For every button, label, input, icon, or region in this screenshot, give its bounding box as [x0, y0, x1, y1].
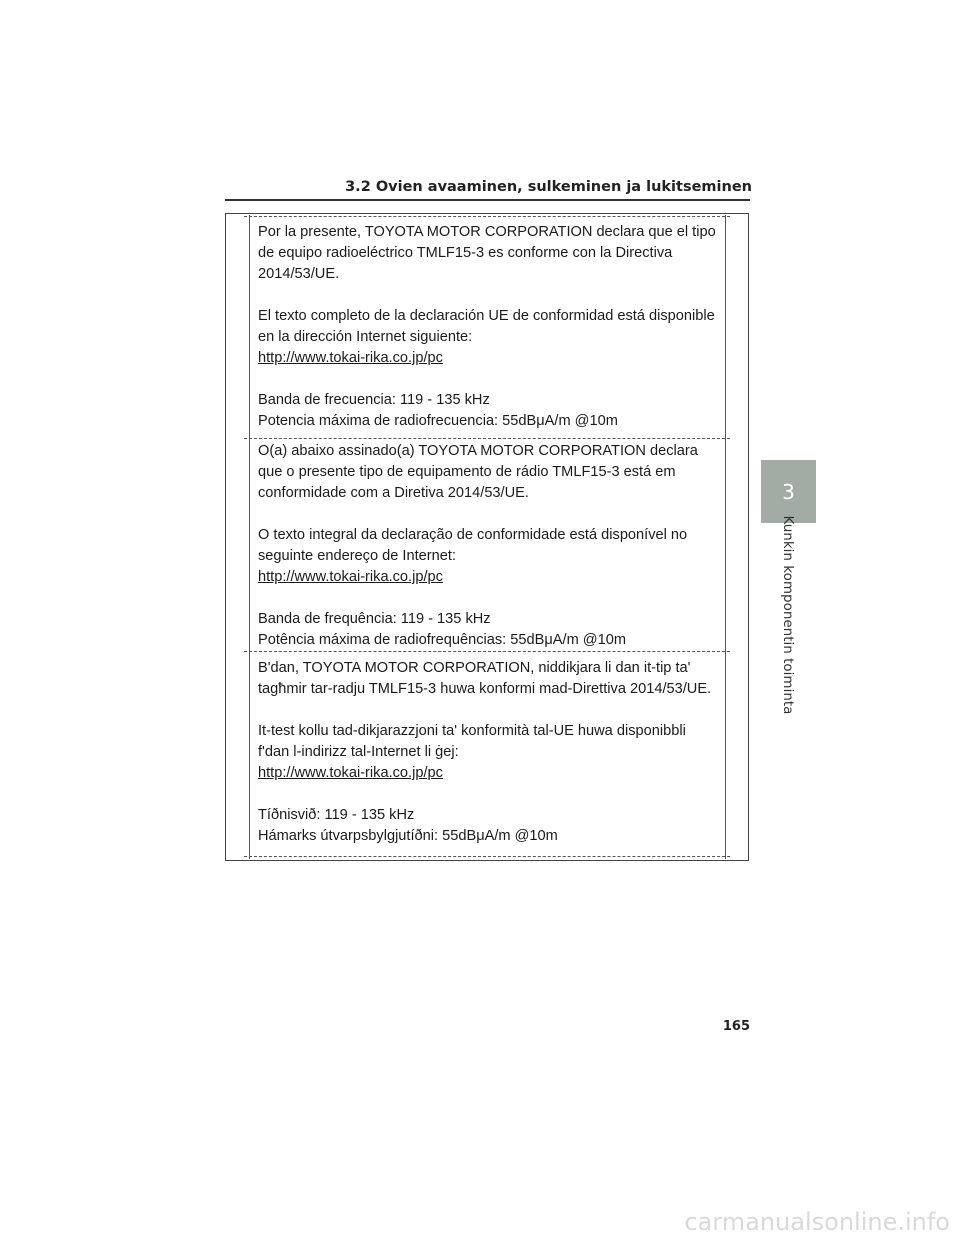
chapter-title: Kunkin komponentin toiminta — [780, 515, 796, 715]
dashed-divider-bottom — [244, 856, 730, 857]
declaration-block-maltese — [258, 658, 718, 847]
full-text-intro: It-test kollu tad-dikjarazzjoni ta' konformità tal-UE huwa disponibbli f'dan l-indirizz tal-Internet li ġej: — [258, 723, 686, 760]
frequency-band: Tíðnisvið: 119 - 135 kHz — [258, 807, 415, 823]
declaration-text: B'dan, TOYOTA MOTOR CORPORATION, niddikjara li dan it-tip ta' tagħmir tar-radju TMLF15-3 huwa konformi mad-Direttiva 2014/53/UE. — [258, 660, 712, 697]
full-text-intro: O texto integral da declaração de conformidade está disponível no seguinte endereço de Internet: — [258, 527, 688, 564]
dashed-divider-1 — [244, 438, 730, 439]
dashed-divider-2 — [244, 651, 730, 652]
chapter-number: 3 — [782, 479, 795, 504]
declaration-block-spanish — [258, 222, 718, 432]
declaration-text: Por la presente, TOYOTA MOTOR CORPORATION declara que el tipo de equipo radioeléctrico TMLF15-3 es conforme con la Directiva 2014/53/UE. — [258, 224, 716, 282]
header-divider — [225, 199, 750, 201]
chapter-tab — [761, 460, 816, 523]
section-title: 3.2 Ovien avaaminen, sulkeminen ja lukitseminen — [345, 179, 752, 195]
max-power: Potência máxima de radiofrequências: 55dBμA/m @10m — [258, 632, 626, 648]
max-power: Hámarks útvarpsbylgjutíðni: 55dBμA/m @10m — [258, 828, 558, 844]
full-text-intro: El texto completo de la declaración UE de conformidad está disponible en la dirección Internet siguiente: — [258, 308, 715, 345]
max-power: Potencia máxima de radiofrecuencia: 55dBμA/m @10m — [258, 413, 618, 429]
frequency-band: Banda de frequência: 119 - 135 kHz — [258, 611, 491, 627]
declaration-link[interactable]: http://www.tokai-rika.co.jp/pc — [258, 765, 443, 781]
page-number: 165 — [722, 1019, 750, 1034]
declaration-link[interactable]: http://www.tokai-rika.co.jp/pc — [258, 350, 443, 366]
declaration-text: O(a) abaixo assinado(a) TOYOTA MOTOR CORPORATION declara que o presente tipo de equipamento de rádio TMLF15-3 está em conformidade com a Diretiva 2014/53/UE. — [258, 443, 698, 501]
dashed-divider-top — [244, 216, 730, 217]
declaration-link[interactable]: http://www.tokai-rika.co.jp/pc — [258, 569, 443, 585]
declaration-block-portuguese — [258, 441, 718, 651]
frequency-band: Banda de frecuencia: 119 - 135 kHz — [258, 392, 490, 408]
watermark: carmanualsonline.info — [684, 1208, 950, 1236]
